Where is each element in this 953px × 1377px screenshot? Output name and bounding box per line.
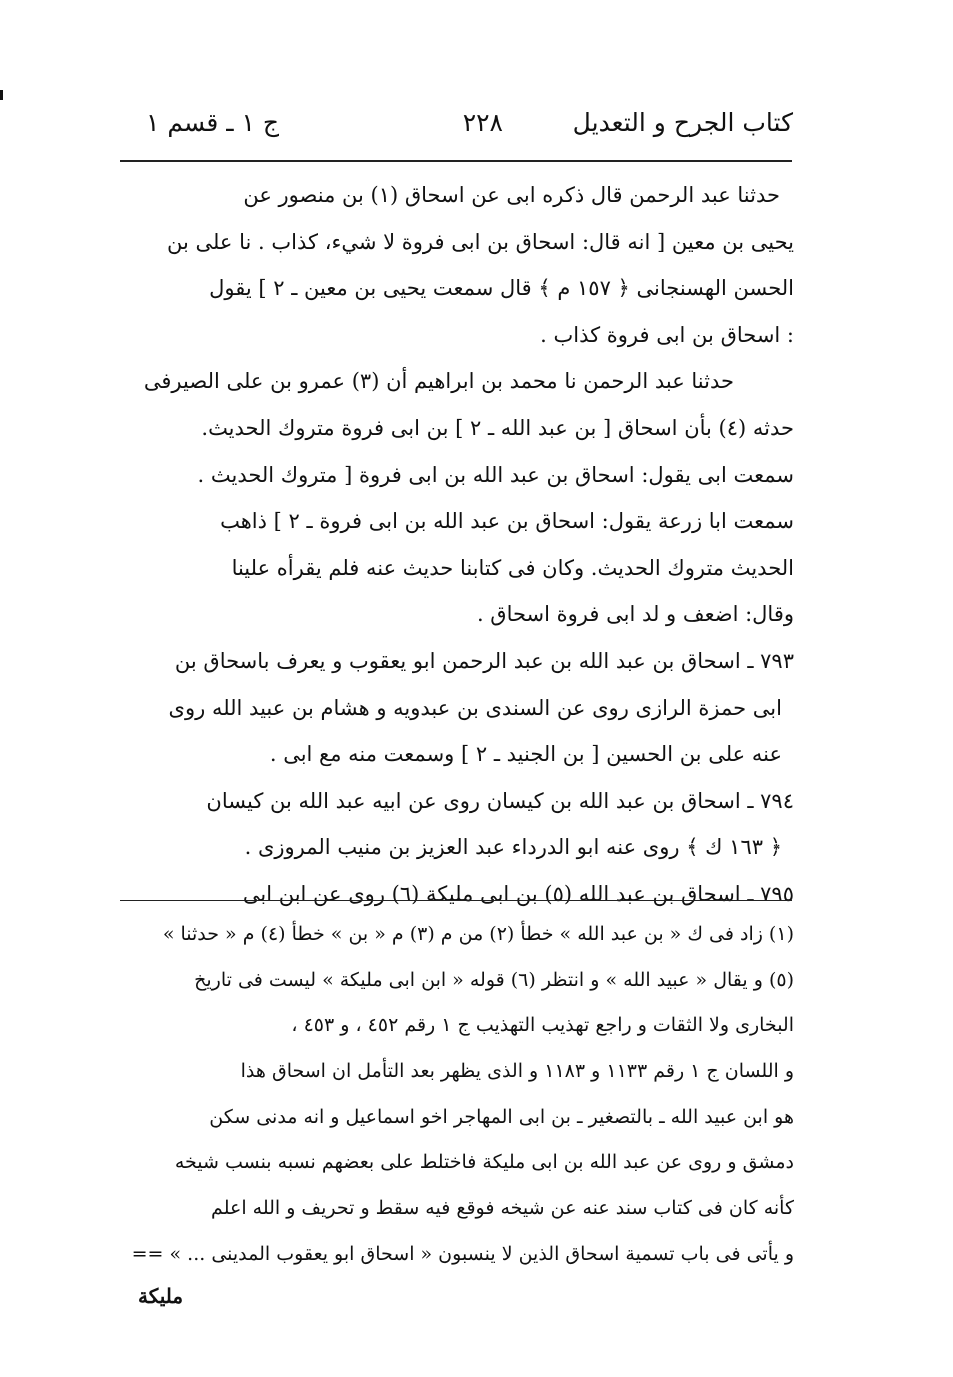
entry-line: ٧٩٥ ـ اسحاق بن عبد الله (٥) بن ابى مليكة (٦) روى عن ابن ابى: [242, 881, 794, 906]
text-line: عنه على بن الحسين [ بن الجنيد ـ ٢ ] وسمعت منه مع ابى .: [269, 742, 782, 767]
text-line: : اسحاق بن ابى فروة كذاب .: [540, 322, 794, 347]
entry-line: ٧٩٤ ـ اسحاق بن عبد الله بن كيسان روى عن ابيه عبد الله بن كيسان: [206, 788, 794, 813]
book-title: كتاب الجرح و التعديل: [572, 108, 793, 137]
footnote-line: (٥) و يقال « عبيد الله » و انتظر (٦) قوله « ابن ابى مليكة » ليست فى تاريخ: [194, 968, 794, 991]
entry-line: ٧٩٣ ـ اسحاق بن عبد الله بن عبد الرحمن ابو يعقوب و يعرف باسحاق بن: [174, 648, 794, 673]
scan-edge-mark: [0, 90, 3, 100]
text-line: الحديث متروك الحديث. وكان فى كتابنا حديث عنه فلم يقرأه علينا: [231, 555, 794, 580]
footnote-line: و يأتى فى باب تسمية اسحاق الذين لا ينسبون « اسحاق ابو يعقوب المدينى ... » ==: [131, 1242, 794, 1265]
header-rule: [120, 160, 792, 162]
footnote-line: و اللسان ج ١ رقم ١١٣٣ و ١١٨٣ و الذى يظهر بعد التأمل ان اسحاق هذا: [240, 1060, 794, 1083]
text-line: حدثنا عبد الرحمن نا محمد بن ابراهيم أن (٣) عمرو بن على الصيرفى: [143, 369, 734, 394]
footnote-line: البخارى ولا الثقات و راجع تهذيب التهذيب ج ١ رقم ٤٥٢ ، و ٤٥٣ ،: [291, 1014, 794, 1037]
text-line: حدثنا عبد الرحمن قال ذكره ابى عن اسحاق (١) بن منصور عن: [243, 183, 780, 207]
text-line: سمعت ابى يقول: اسحاق بن عبد الله بن ابى فروة [ متروك الحديث .: [197, 462, 794, 487]
text-line: حدثه (٤) بأن اسحاق [ بن عبد الله ـ ٢ ] بن ابى فروة متروك الحديث.: [201, 415, 794, 440]
text-line: ﴿ ١٦٣ ك ﴾ روى عنه ابو الدرداء عبد العزيز بن منيب المروزى .: [244, 835, 782, 860]
text-line: سمعت ابا زرعة يقول: اسحاق بن عبد الله بن ابى فروة ـ ٢ ] ذاهب: [220, 509, 794, 534]
text-line: وقال: اضعف و لد ابى فروة اسحاق .: [476, 602, 794, 627]
footnotes: [118, 912, 794, 1278]
main-text: [118, 172, 794, 918]
page-header: [120, 100, 795, 152]
catchword: مليكة: [138, 1284, 184, 1308]
volume-part: ج ١ ـ قسم ١: [146, 108, 280, 137]
page-number: ٢٢٨: [462, 108, 503, 137]
text-line: الحسن الهسنجانى ﴿ ١٥٧ م ﴾ قال سمعت يحيى بن معين ـ ٢ ] يقول: [209, 276, 794, 301]
footnote-line: (١) زاد فى ك « بن عبد الله » خطأ (٢) من م (٣) م « بن » خطأ (٤) م « حدثنا »: [162, 923, 794, 945]
footnote-line: كأنه كان فى كتاب سند عنه عن شيخه فوقع فيه سقط و تحريف و الله اعلم: [211, 1197, 794, 1220]
footnote-rule: [120, 900, 792, 901]
text-line: ابى حمزة الرازى روى عن السندى بن عبدويه و هشام بن عبيد الله روى: [168, 695, 782, 720]
footnote-line: هو ابن عبيد الله ـ بالتصغير ـ بن ابى المهاجر اخو اسماعيل و انه مدنى سكن: [209, 1105, 794, 1128]
text-line: يحيى بن معين [ انه قال: اسحاق بن ابى فروة لا شيء، كذاب . نا على بن: [166, 229, 794, 254]
footnote-line: دمشق و روى عن عبد الله بن ابى مليكة فاختلط على بعضهم نسبه بنسب شيخه: [174, 1151, 794, 1174]
